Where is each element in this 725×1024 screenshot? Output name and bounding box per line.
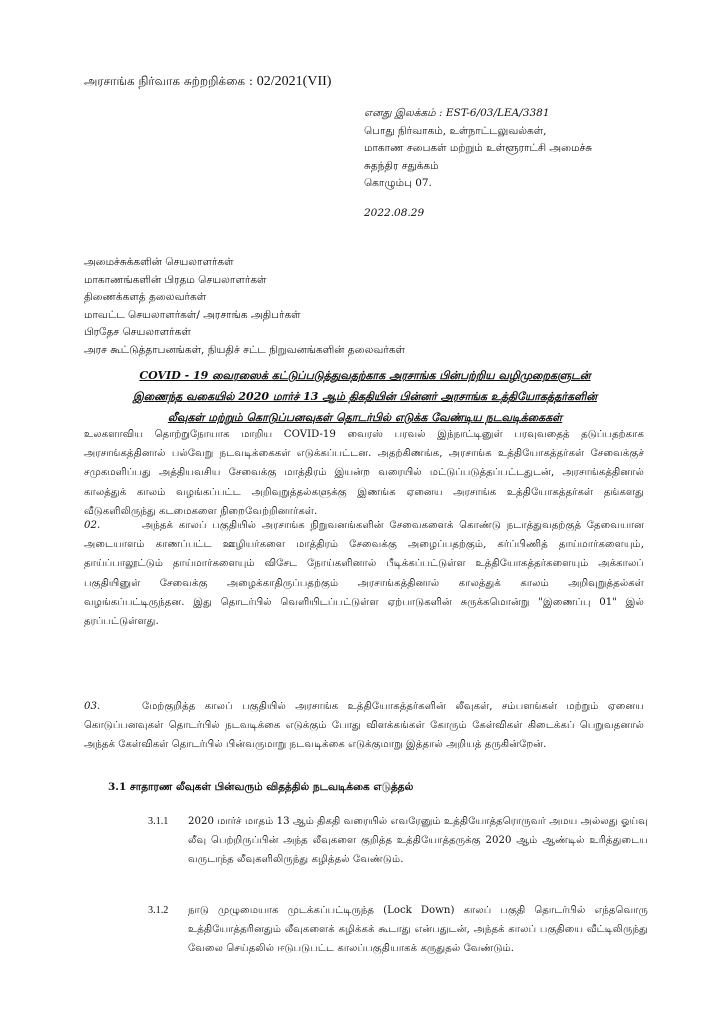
subject-line: இணைந்த வகையில் 2020 மார்ச் 13 ஆம் திகதியின் பின்னர் அரசாங்க உத்தியோகத்தர்களின்	[133, 390, 597, 403]
circular-header	[84, 74, 331, 90]
address-line: மாகாண சபைகள் மற்றும் உள்ளூராட்சி அமைச்சு	[364, 142, 593, 154]
paragraph-text: மேற்குறித்த காலப் பகுதியில் அரசாங்க உத்தியோகத்தர்களின் லீவுகள், சம்பளங்கள் மற்றும் ஏனைய கொடுப்பனவுகள் தொடர்பில் நடவடிக்கை எடுக்கும் போது விளக்கங்கள் கோரும் கேள்விகள் கிடைக்கப் பெறுவதனால் அந்தக் கேள்விகள் தொடர்பில் பின்வருமாறு நடவடிக்கை எடுக்குமாறு இத்தால் அறியத் தருகின்றேன்.	[84, 701, 644, 751]
item-text: நாடு முழுமையாக முடக்கப்பட்டிருந்த (Lock Down) காலப் பகுதி தொடர்பில் எந்தவொரு உத்தியோத்தரினதும் லீவுகளைக் கழிக்கக் கூடாது என்பதுடன், அந்தக் காலப் பகுதியை வீட்டிலிருந்து வேலை செய்தலில் ஈடுபடுபட்ட காலப்பகுதியாகக் கருதுதல் வேண்டும்.	[188, 905, 648, 955]
list-item	[148, 901, 648, 959]
recipient: மாவட்ட செயலாளர்கள்/ அரசாங்க அதிபர்கள்	[84, 308, 301, 321]
paragraph-1: உலகளாவிய தொற்றுநோயாக மாறிய COVID-19 வைரஸ் பரவல் இந்நாட்டினுள் பரவுவதைத் தடுப்பதற்காக அரசாங்கத்தினால் பல்வேறு நடவடிக்கைகள் எடுக்கப்பட்டன. அதற்கிணங்க, அரசாங்க உத்தியோகத்தர்கள் சேவைக்குச் சமுகமளிப்பது அத்தியவசிய சேவைக்கு மாத்திரம் இயன்ற வரையில் மட்டுப்படுத்தப்பட்டதுடன், அரசாங்கத்தினால் காலத்துக் காலம் வழங்கப்பட்ட அறிவுறுத்தல்களுக்கு இணங்க ஏனைய அரசாங்க உத்தியோகத்தர்கள் தங்களது வீடுகளிலிருந்து கடமைகளை நிறைவேற்றினார்கள்.	[84, 429, 644, 517]
address-line: கொழும்பு 07.	[364, 177, 432, 189]
address-line: பொது நிர்வாகம், உள்நாட்டலுவல்கள்,	[364, 124, 547, 137]
item-number: 3.1.2	[148, 905, 169, 916]
reference-number: எனது இலக்கம் : EST-6/03/LEA/3381	[364, 107, 550, 119]
section-heading-3-1: 3.1 சாதாரண லீவுகள் பின்வரும் விதத்தில் நடவடிக்கை எடுத்தல்	[108, 781, 414, 793]
paragraph-3	[84, 697, 644, 755]
address-line: சுதந்திர சதுக்கம்	[364, 159, 439, 172]
recipient: திணைக்களத் தலைவர்கள்	[84, 291, 207, 303]
paragraph-number: 03.	[84, 701, 101, 712]
subject-heading	[82, 365, 648, 428]
paragraph-number: 02.	[84, 520, 101, 531]
recipient: மாகாணங்களின் பிரதம செயலாளர்கள்	[84, 273, 267, 286]
circular-number: 02/2021(VII)	[256, 74, 332, 89]
recipient: அமைச்சுக்களின் செயலாளர்கள்	[84, 256, 234, 268]
recipients-list	[84, 254, 644, 359]
paragraph-text: அந்தக் காலப் பகுதியில் அரசாங்க நிறுவனங்களின் சேவைகளைக் கொண்டு நடாத்துவதற்குத் தேவையான அடையாளம் காணப்பட்ட ஊழியர்களை மாத்திரம் சேவைக்கு அழைப்பதற்கும், கர்ப்பிணித் தாய்மார்களையும், தாய்ப்பாலூட்டும் தாய்மார்களையும் விசேட நோய்களினால் பீடிக்கப்பட்டுள்ள உத்தியோகத்தர்களையும் அக்காலப் பகுதியினுள் சேவைக்கு அழைக்காதிருப்பதற்கும் அரசாங்கத்தினால் காலத்துக் காலம் அறிவுறுத்தல்கள் வழங்கப்பட்டிருந்தன. இது தொடர்பில் வெளியிடப்பட்டுள்ள ஏற்பாடுகளின் சுருக்கமொன்று "இணைப்பு 01" இல் தரப்பட்டுள்ளது.	[84, 520, 644, 628]
subject-line: COVID - 19 வைரஸைக் கட்டுப்படுத்துவதற்காக அரசாங்க பின்பற்றிய வழிமுறைகளுடன்	[139, 369, 591, 382]
circular-label: அரசாங்க நிர்வாக சுற்றறிக்கை :	[84, 74, 253, 88]
letter-date: 2022.08.29	[364, 207, 425, 219]
list-item	[148, 812, 648, 870]
item-number: 3.1.1	[148, 816, 169, 827]
subject-line: லீவுகள் மற்றும் கொடுப்பனவுகள் தொடர்பில் எடுக்க வேண்டிய நடவடிக்கைகள்	[167, 411, 563, 424]
item-text: 2020 மார்ச் மாதம் 13 ஆம் திகதி வரையில் எவரேனும் உத்தியோத்தரொருவர் அமய அல்லது ஓய்வு லீவு பெற்றிருப்பின் அந்த லீவுகளை குறித்த உத்தியோத்தருக்கு 2020 ஆம் ஆண்டில் உரித்துடைய வருடாந்த லீவுகளிலிருந்து கழித்தல் வேண்டும்.	[188, 816, 648, 866]
recipient: அரச கூட்டுத்தாபனங்கள், நியதிச் சட்ட நிறுவனங்களின் தலைவர்கள்	[84, 343, 406, 356]
paragraph-2	[84, 516, 644, 631]
sender-address	[364, 105, 694, 193]
recipient: பிரதேச செயலாளர்கள்	[84, 326, 191, 338]
